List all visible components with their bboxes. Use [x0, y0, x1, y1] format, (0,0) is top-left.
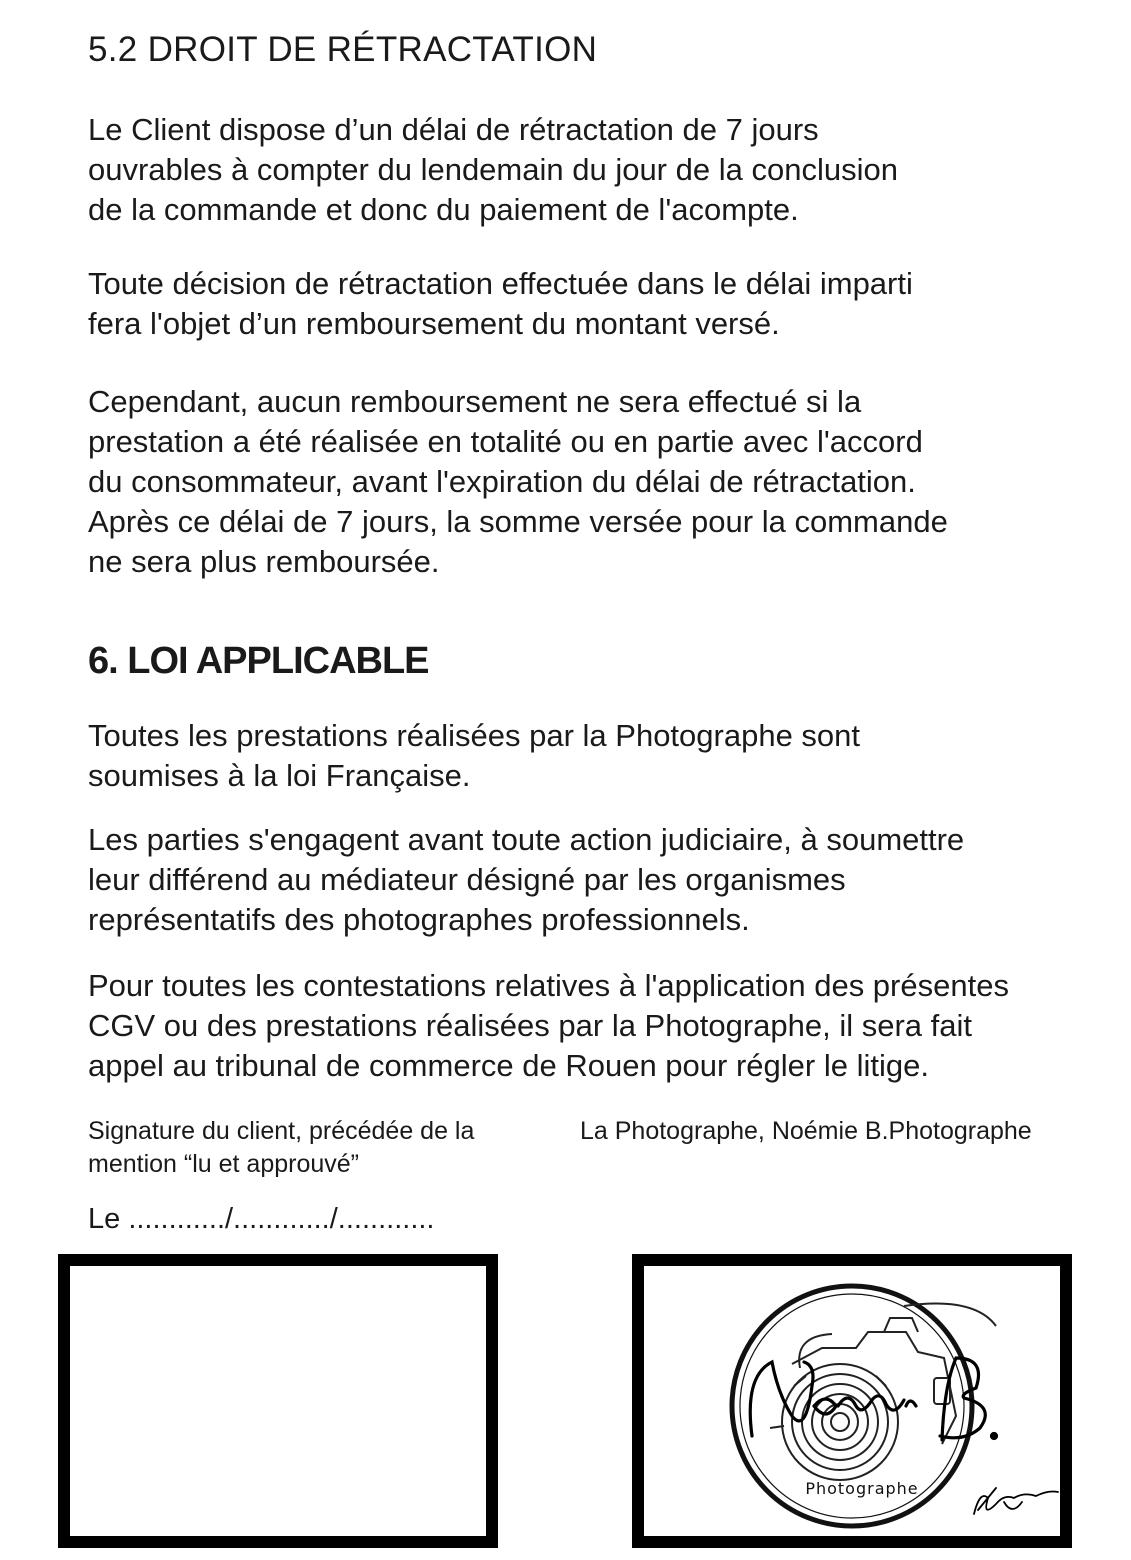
applicable-law-paragraph-1: Toutes les prestations réalisées par la Photographe sont soumises à la loi Française. — [88, 718, 861, 793]
applicable-law-paragraph-3: Pour toutes les contestations relatives à l'application des présentes CGV ou des prestations réalisées par la Photographe, il sera fait appel au tribunal de commerce de Rouen pour régler le litige. — [88, 968, 1009, 1083]
applicable-law-paragraph-2: Les parties s'engagent avant toute action judiciaire, à soumettre leur différend au médiateur désigné par les organismes représentatifs des photographes professionnels. — [88, 822, 965, 937]
client-signature-caption: Signature du client, précédée de la mention “lu et approuvé” — [88, 1117, 475, 1178]
client-signature-box[interactable] — [58, 1254, 498, 1548]
photographer-logo-stamp — [644, 1266, 1060, 1536]
photographer-signature-caption: La Photographe, Noémie B.Photographe — [580, 1117, 1032, 1145]
signature-date-line: Le ............/............/............ — [88, 1203, 435, 1235]
handwritten-signature — [974, 1488, 1058, 1514]
photographer-signature-box — [632, 1254, 1072, 1548]
section-6-heading: 6. LOI APPLICABLE — [88, 640, 429, 682]
section-5-2-heading: 5.2 DROIT DE RÉTRACTATION — [88, 30, 598, 69]
retraction-paragraph-2: Toute décision de rétractation effectuée dans le délai imparti fera l'objet d’un remboursement du montant versé. — [88, 266, 913, 341]
retraction-paragraph-1: Le Client dispose d’un délai de rétractation de 7 jours ouvrables à compter du lendemain du jour de la conclusion de la commande et donc du paiement de l'acompte. — [88, 112, 898, 227]
retraction-paragraph-3: Cependant, aucun remboursement ne sera effectué si la prestation a été réalisée en totalité ou en partie avec l'accord du consommateur, avant l'expiration du délai de rétractation. Après ce délai de 7 jours, la somme versée pour la commande ne sera plus remboursée. — [88, 384, 948, 579]
logo-label: Photographe — [805, 1479, 919, 1498]
